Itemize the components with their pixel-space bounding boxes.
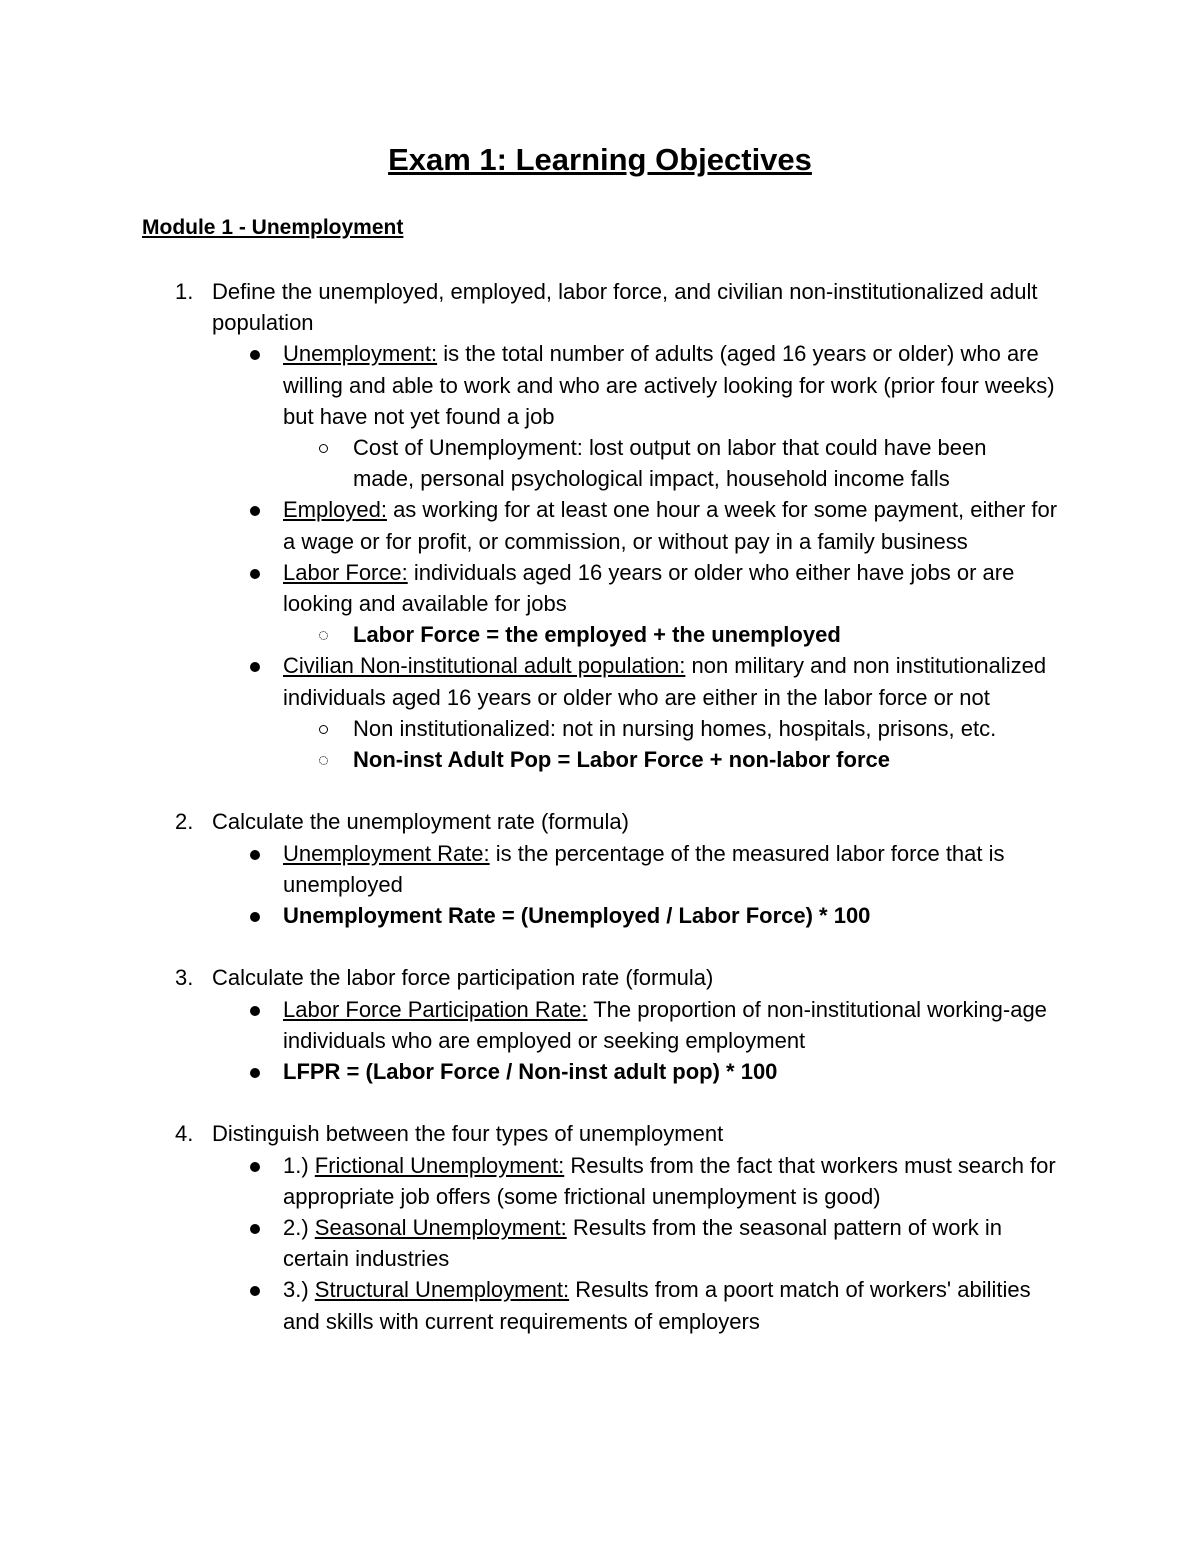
objective-item [0,276,1200,775]
objectives-list [0,276,1200,1337]
bullet-icon [250,912,260,922]
hollow-bullet-icon [319,444,328,453]
bullet-item [0,838,1063,900]
definition-text: is the total number of adults (aged 16 years or older) who are willing and able to work and who are actively looking for work (prior four weeks) but have not yet found a job [283,341,1055,429]
bullet-item [0,1150,1063,1212]
item-prefix: 1.) [283,1152,315,1178]
bullet-item [0,1274,1063,1336]
hollow-bullet-icon [319,631,328,640]
objective-heading [0,806,1052,837]
bullet-item [0,1212,1063,1274]
item-prefix: 2.) [283,1215,315,1241]
term-label: Unemployment Rate: [283,840,490,866]
objective-item [0,1118,1200,1336]
bullet-icon [250,1162,260,1172]
term-label: Seasonal Unemployment: [314,1215,567,1241]
formula-text: LFPR = (Labor Force / Non-inst adult pop) * 100 [283,1059,778,1085]
term-label: Employed: [283,497,387,523]
bullet-icon [250,569,260,579]
bullet-icon [250,850,260,860]
objective-number: 3. [175,965,194,991]
objective-text: Calculate the labor force participation rate (formula) [212,965,714,991]
term-label: Structural Unemployment: [314,1277,570,1303]
bullet-icon [250,506,260,516]
bullet-icon [250,1006,260,1016]
sub-bullet-item [0,744,1053,775]
bullet-item [0,338,1063,432]
bullet-icon [250,350,260,360]
bullet-icon [250,1224,260,1234]
definition-text: non military and non institutionalized individuals aged 16 years or older who are either in the labor force or not [283,653,1047,710]
bullet-icon [250,1068,260,1078]
definition-text: individuals aged 16 years or older who either have jobs or are looking and available for jobs [283,559,1015,617]
term-label: Labor Force: [283,559,408,585]
definition-text: Results from the seasonal pattern of work in certain industries [283,1215,1003,1272]
definition-text: Results from a poort match of workers' abilities and skills with current requirements of employers [283,1277,1031,1334]
sub-bullet-item [0,713,1053,744]
definition-text: is the percentage of the measured labor force that is unemployed [283,840,1005,897]
item-prefix: 3.) [283,1277,315,1303]
objective-item [0,962,1200,1087]
objective-text: Define the unemployed, employed, labor force, and civilian non-institutionalized adult population [212,279,1038,336]
objective-heading [0,962,1052,993]
hollow-bullet-icon [319,756,328,765]
bullet-item [0,650,1063,712]
hollow-bullet-icon [319,725,328,734]
formula-text: Non-inst Adult Pop = Labor Force + non-labor force [353,747,890,773]
bullet-item [0,494,1063,556]
module-heading: Module 1 - Unemployment [142,216,404,239]
sub-bullet-text: Non institutionalized: not in nursing homes, hospitals, prisons, etc. [353,715,997,741]
sub-bullet-text: Cost of Unemployment: lost output on labor that could have been made, personal psychological impact, household income falls [353,435,987,492]
objective-number: 4. [175,1121,194,1147]
objective-number: 2. [175,809,194,835]
objective-heading [0,1118,1052,1149]
definition-text: The proportion of non-institutional working-age individuals who are employed or seeking employment [283,996,1047,1053]
term-label: Unemployment: [283,341,438,367]
page-title: Exam 1: Learning Objectives [388,142,812,177]
term-label: Labor Force Participation Rate: [283,996,588,1022]
objective-text: Calculate the unemployment rate (formula) [212,809,629,835]
objective-item [0,806,1200,931]
bullet-item [0,557,1063,619]
bullet-icon [250,662,260,672]
bullet-item [0,900,1063,931]
formula-text: Unemployment Rate = (Unemployed / Labor Force) * 100 [283,903,871,929]
sub-bullet-item [0,619,1053,650]
definition-text: Results from the fact that workers must search for appropriate job offers (some frictional unemployment is good) [283,1152,1056,1209]
term-label: Frictional Unemployment: [314,1152,565,1178]
term-label: Civilian Non-institutional adult population: [283,653,686,679]
bullet-icon [250,1286,260,1296]
objective-text: Distinguish between the four types of unemployment [212,1121,724,1147]
definition-text: as working for at least one hour a week for some payment, either for a wage or for profit, or commission, or without pay in a family business [283,497,1058,554]
sub-bullet-item [0,432,1053,494]
formula-text: Labor Force = the employed + the unemployed [353,622,841,648]
bullet-item [0,994,1063,1056]
objective-number: 1. [175,279,194,304]
objective-heading [0,276,1052,338]
bullet-item [0,1056,1063,1087]
